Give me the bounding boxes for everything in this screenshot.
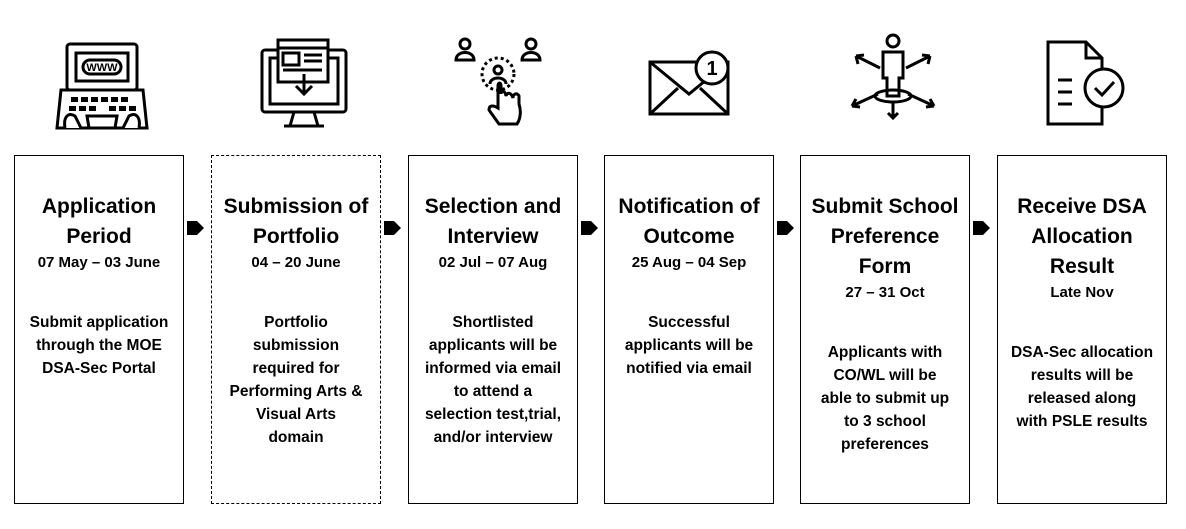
step-title: Portfolio xyxy=(252,225,340,248)
step-description: to 3 school xyxy=(844,413,926,430)
flow-arrow-icon xyxy=(973,218,991,238)
flow-arrow-icon xyxy=(581,218,599,238)
step-description: CO/WL will be xyxy=(833,367,937,384)
monitor-upload-icon xyxy=(250,28,360,138)
step-date: 07 May – 03 June xyxy=(37,254,161,271)
document-check-icon xyxy=(1030,28,1140,138)
select-person-icon xyxy=(443,28,553,138)
step-application-period xyxy=(14,155,184,504)
step-description: able to submit up xyxy=(820,390,950,407)
step-title: Allocation xyxy=(1031,225,1133,248)
flow-arrow-icon xyxy=(384,218,402,238)
step-date: 02 Jul – 07 Aug xyxy=(438,254,548,271)
step-selection-and-interview xyxy=(408,155,578,504)
step-title: Outcome xyxy=(643,225,735,248)
step-description: preferences xyxy=(841,436,929,453)
step-description: DSA-Sec allocation xyxy=(1010,344,1154,361)
step-description: domain xyxy=(268,429,324,446)
step-title: Application xyxy=(41,195,157,218)
step-description: submission xyxy=(252,337,340,354)
step-description: Successful xyxy=(648,314,730,331)
step-description: Performing Arts & xyxy=(229,383,363,400)
step-date: 04 – 20 June xyxy=(251,254,341,271)
step-title: Interview xyxy=(447,225,539,248)
envelope-notification-icon xyxy=(634,28,744,138)
step-description: informed via email xyxy=(424,360,562,377)
step-description: required for xyxy=(252,360,340,377)
step-description: Submit application xyxy=(29,314,169,331)
step-description: Visual Arts xyxy=(255,406,337,423)
step-title: Result xyxy=(1049,255,1115,278)
step-description: released along xyxy=(1027,390,1137,407)
www-label: WWW xyxy=(86,62,118,74)
step-description: Applicants with xyxy=(827,344,943,361)
step-description: to attend a xyxy=(453,383,533,400)
step-date: Late Nov xyxy=(1050,284,1114,301)
step-title: Selection and xyxy=(424,195,562,218)
step-receive-dsa-allocation-result xyxy=(997,155,1167,504)
step-title: Notification of xyxy=(618,195,760,218)
step-description: applicants will be xyxy=(428,337,558,354)
person-options-icon xyxy=(838,28,948,138)
step-notification-of-outcome xyxy=(604,155,774,504)
step-description: notified via email xyxy=(626,360,752,377)
step-title: Submit School xyxy=(811,195,959,218)
step-description: Portfolio xyxy=(264,314,328,331)
flow-arrow-icon xyxy=(777,218,795,238)
step-title: Preference xyxy=(830,225,940,248)
laptop-www-icon xyxy=(47,28,157,138)
step-description: Shortlisted xyxy=(452,314,534,331)
step-title: Submission of xyxy=(223,195,369,218)
step-submit-school-preference-form xyxy=(800,155,970,504)
flow-arrow-icon xyxy=(187,218,205,238)
step-title: Form xyxy=(858,255,912,278)
step-description: results will be xyxy=(1030,367,1134,384)
step-date: 27 – 31 Oct xyxy=(845,284,925,301)
step-title: Period xyxy=(66,225,132,248)
step-date: 25 Aug – 04 Sep xyxy=(631,254,747,271)
step-submission-of-portfolio xyxy=(211,155,381,504)
step-description: DSA-Sec Portal xyxy=(42,360,156,377)
step-description: through the MOE xyxy=(36,337,162,354)
step-title: Receive DSA xyxy=(1017,195,1147,218)
notification-badge: 1 xyxy=(706,58,718,80)
step-description: selection test,trial, xyxy=(424,406,562,423)
step-description: applicants will be xyxy=(624,337,754,354)
step-description: and/or interview xyxy=(433,429,553,446)
step-description: with PSLE results xyxy=(1016,413,1148,430)
